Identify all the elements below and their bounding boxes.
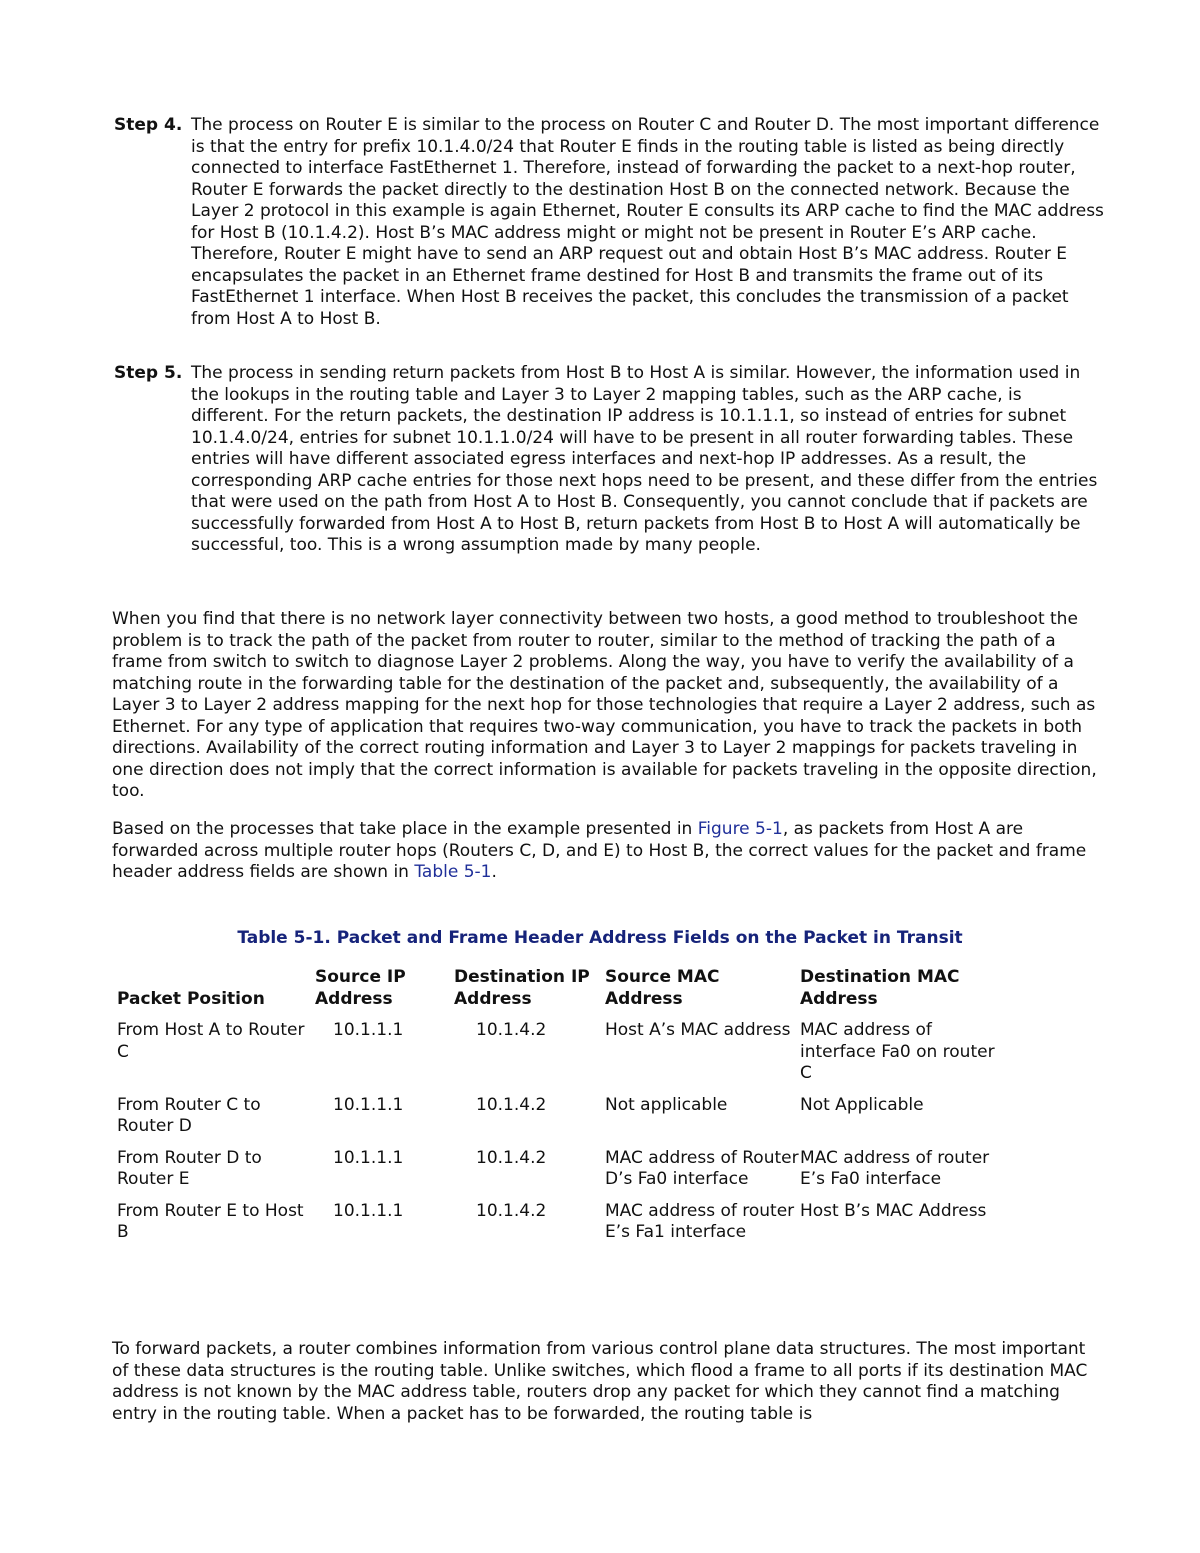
table-row (112, 1148, 1000, 1201)
table-title: Table 5-1. Packet and Frame Header Address Fields on the Packet in Transit (237, 928, 963, 948)
body-paragraph: To forward packets, a router combines information from various control plane data structures. The most important of these data structures is the routing table. Unlike switches, which flood a frame to all ports if its destination MAC address is not known by the MAC address table, routers drop any packet for which they cannot find a matching entry in the routing table. When a packet has to be forwarded, the routing table is (112, 1339, 1088, 1424)
column-header: Destination IP Address (454, 967, 590, 1009)
body-paragraph-references (112, 819, 1097, 884)
table-cell: 10.1.1.1 (333, 1020, 404, 1040)
table-cell: 10.1.1.1 (333, 1147, 404, 1168)
table-cell: Not Applicable (800, 1094, 924, 1115)
step-text: The process on Router E is similar to the process on Router C and Router D. The most important difference is that the entry for prefix 10.1.4.0/24 that Router E finds in the routing table is listed as being directly connected to interface FastEthernet 1. Therefore, instead of forwarding the packet to a next-hop router, Router E forwards the packet directly to the destination Host B on the connected network. Because the Layer 2 protocol in this example is again Ethernet, Router E consults its ARP cache to find the MAC address for Host B (10.1.4.2). Host B’s MAC address might or might not be present in Router E’s ARP cache. Therefore, Router E might have to send an ARP request out and obtain Host B’s MAC address. Router E encapsulates the packet in an Ethernet frame destined for Host B and transmits the frame out of its FastEthernet 1 interface. When Host B receives the packet, this concludes the transmission of a packet from Host A to Host B. (191, 115, 1104, 329)
step-5 (114, 363, 1104, 557)
body-paragraph: When you find that there is no network layer connectivity between two hosts, a good method to troubleshoot the problem is to track the path of the packet from router to router, similar to the method of tracking the path of a frame from switch to switch to diagnose Layer 2 problems. Along the way, you have to verify the availability of a matching route in the forwarding table for the destination of the packet and, subsequently, the availability of a Layer 3 to Layer 2 address mapping for the next hop for those technologies that require a Layer 2 address, such as Ethernet. For any type of application that requires two-way communication, you have to track the packets in both directions. Availability of the correct routing information and Layer 3 to Layer 2 mappings for packets traveling in one direction does not imply that the correct information is available for packets traveling in the opposite direction, too. (112, 609, 1097, 801)
table-cell: MAC address of router E’s Fa0 interface (800, 1147, 990, 1189)
table-cell: 10.1.4.2 (476, 1147, 547, 1168)
table-cell: Host A’s MAC address (605, 1020, 791, 1040)
table-row (112, 1095, 1000, 1148)
step-label: Step 5. (114, 363, 183, 383)
table-cell: 10.1.4.2 (476, 1200, 547, 1221)
column-header: Source MAC Address (605, 967, 720, 1009)
table-cell: MAC address of Router D’s Fa0 interface (605, 1147, 799, 1189)
step-label: Step 4. (114, 115, 183, 135)
table-link[interactable]: Table 5-1 (414, 862, 492, 882)
address-fields-table (112, 967, 1000, 1254)
table-cell: 10.1.4.2 (476, 1094, 547, 1115)
step-4 (114, 115, 1104, 330)
paragraph-text: Based on the processes that take place in the example presented in (112, 819, 698, 839)
table-cell: 10.1.1.1 (333, 1200, 404, 1221)
paragraph-text: , as packets from Host A are forwarded across multiple router hops (Routers C, D, and E) to Host B, the correct values for the packet and frame header address fields are shown in (112, 819, 1087, 882)
table-cell: From Router E to Host B (117, 1200, 304, 1242)
column-header: Source IP Address (315, 967, 406, 1009)
table-cell: 10.1.1.1 (333, 1094, 404, 1115)
table-row (112, 1020, 1000, 1095)
column-header: Packet Position (117, 988, 265, 1009)
table-cell: Not applicable (605, 1094, 728, 1115)
table-cell: 10.1.4.2 (476, 1020, 547, 1040)
column-header: Destination MAC Address (800, 967, 960, 1009)
table-cell: From Router D to Router E (117, 1147, 262, 1189)
table-header-row (112, 967, 1000, 1020)
table-cell: From Router C to Router D (117, 1094, 261, 1136)
step-text: The process in sending return packets from Host B to Host A is similar. However, the information used in the lookups in the routing table and Layer 3 to Layer 2 mapping tables, such as the ARP cache, is different. For the return packets, the destination IP address is 10.1.1.1, so instead of entries for subnet 10.1.4.0/24, entries for subnet 10.1.1.0/24 will have to be present in all router forwarding tables. These entries will have different associated egress interfaces and next-hop IP addresses. As a result, the corresponding ARP cache entries for those next hops need to be present, and these differ from the entries that were used on the path from Host A to Host B. Consequently, you cannot conclude that if packets are successfully forwarded from Host A to Host B, return packets from Host B to Host A will automatically be successful, too. This is a wrong assumption made by many people. (191, 363, 1098, 555)
paragraph-text: . (491, 862, 497, 882)
table-row (112, 1201, 1000, 1254)
table-cell: Host B’s MAC Address (800, 1200, 987, 1221)
figure-link[interactable]: Figure 5-1 (697, 819, 783, 839)
table-cell: MAC address of interface Fa0 on router C (800, 1020, 995, 1083)
table-cell: From Host A to Router C (117, 1020, 305, 1062)
table-cell: MAC address of router E’s Fa1 interface (605, 1200, 795, 1242)
